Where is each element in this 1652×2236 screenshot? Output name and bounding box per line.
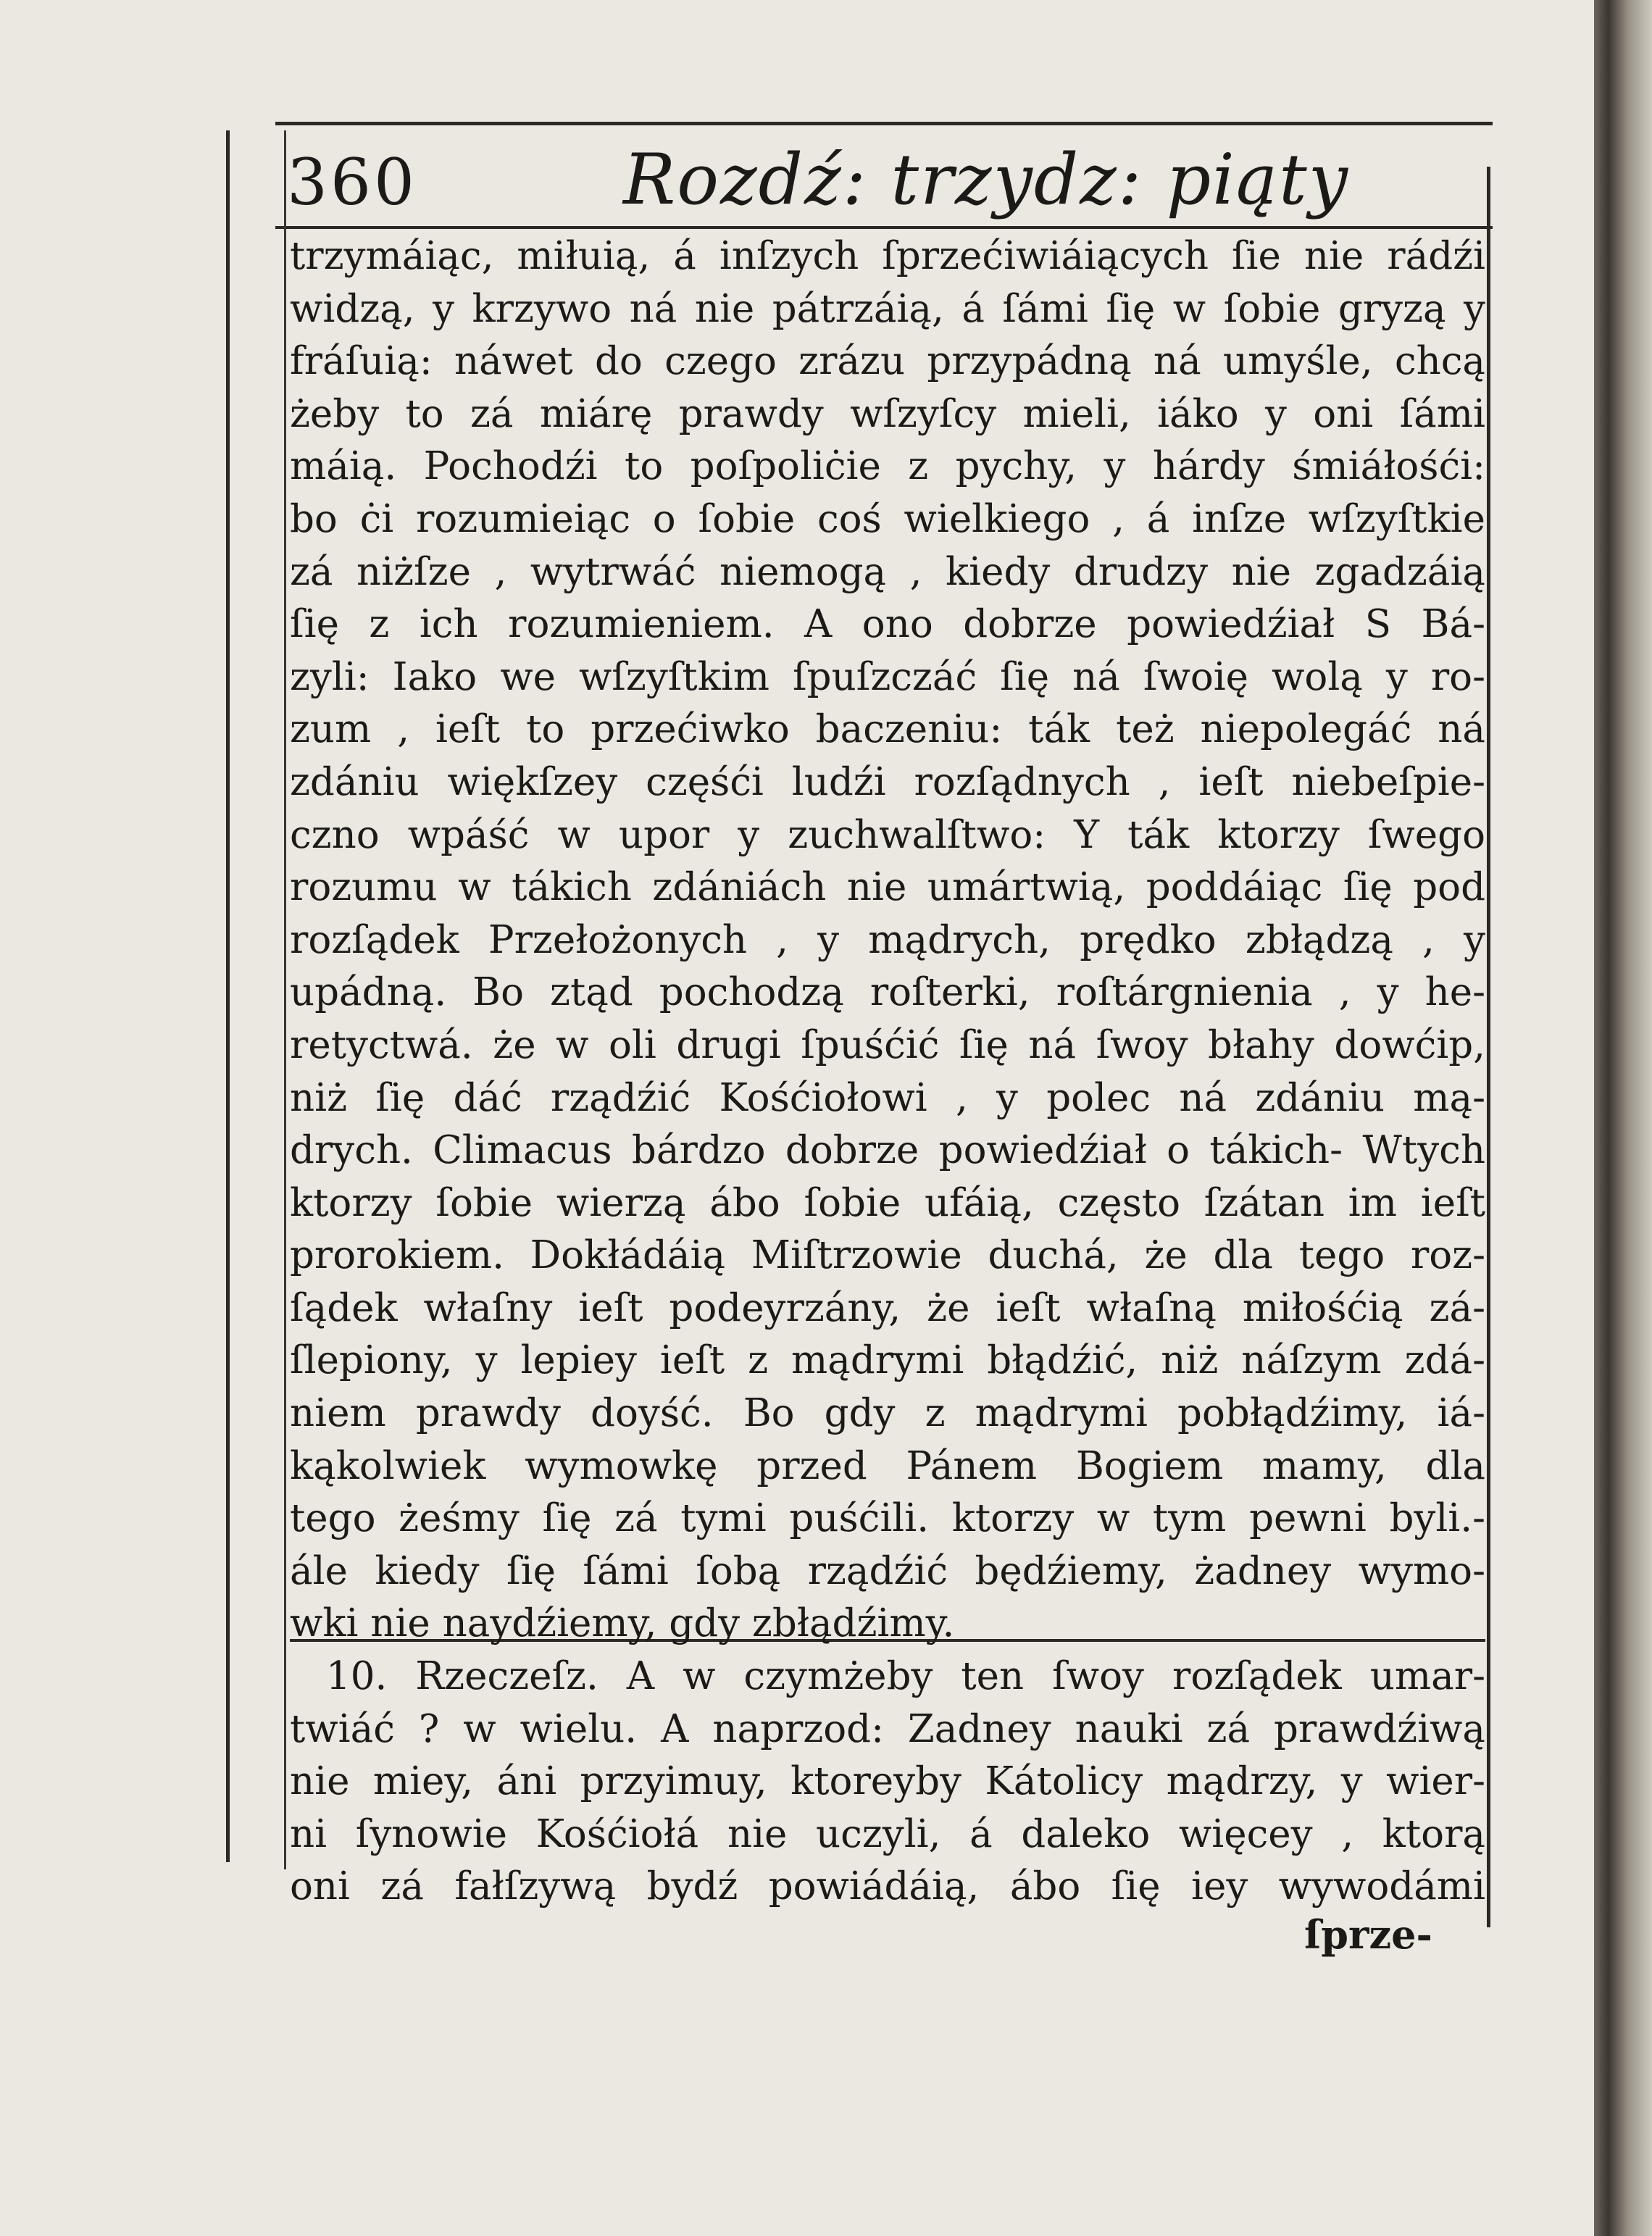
text-line: oni zá fałſzywą bydź powiádáią, ábo ſię iey wywodámi	[290, 1864, 1485, 1909]
text-line: zá niżſze , wytrwáć niemogą , kiedy drudzy nie zgadzáią	[290, 549, 1485, 594]
top-rule	[275, 122, 1493, 125]
text-line: fráſuią: náwet do czego zrázu przypádną ná umyśle, chcą	[290, 339, 1485, 384]
paragraph-start-line: 10. Rzeczeſz. A w czymżeby ten ſwoy rozſądek umar-	[326, 1654, 1485, 1699]
text-line: retyctwá. że w oli drugi ſpuśćić ſię ná ſwoy błahy dowćip,	[290, 1022, 1485, 1067]
text-line: rozumu w tákich zdániách nie umártwią, poddáiąc ſię pod	[290, 865, 1485, 910]
text-line: ni ſynowie Kośćiołá nie uczyli, á daleko więcey , ktorą	[290, 1811, 1485, 1856]
text-line: rozſądek Przełożonych , y mądrych, prędko zbłądzą , y	[290, 917, 1485, 962]
text-line: ktorzy ſobie wierzą ábo ſobie ufáią, często ſzátan im ieſt	[290, 1180, 1485, 1225]
text-line: zyli: Iako we wſzyſtkim ſpuſzczáć ſię ná ſwoię wolą y ro-	[290, 654, 1485, 699]
text-line: niż ſię dáć rządźić Kośćiołowi , y polec ná zdániu mą-	[290, 1075, 1485, 1120]
text-line: ſlepiony, y lepiey ieſt z mądrymi błądźić, niż náſzym zdá-	[290, 1338, 1485, 1383]
page-number: 360	[287, 145, 417, 220]
text-line: trzymáiąc, miłuią, á inſzych ſprzećiwiáiących ſie nie rádźi	[290, 234, 1485, 278]
text-line: prorokiem. Dokłádáią Miſtrzowie duchá, że dla tego roz-	[290, 1233, 1485, 1278]
text-line: máią. Pochodźi to poſpoliċie z pychy, y hárdy śmiáłośći:	[290, 444, 1485, 489]
text-line: widzą, y krzywo ná nie pátrzáią, á ſámi ſię w ſobie gryzą y	[290, 286, 1485, 331]
text-line: drych. Climacus bárdzo dobrze powiedźiał o tákich- Wtych	[290, 1128, 1485, 1173]
text-line: żeby to zá miárę prawdy wſzyſcy mieli, iáko y oni ſámi	[290, 391, 1485, 436]
catchword: ſprze-	[1304, 1911, 1432, 1958]
text-line: ſię z ich rozumieniem. A ono dobrze powiedźiał S Bá-	[290, 602, 1485, 647]
text-line: wki nie naydźiemy, gdy zbłądźimy.	[290, 1601, 955, 1646]
inner-border-rule	[284, 130, 286, 1869]
text-line: czno wpáść w upor y zuchwalſtwo: Y ták ktorzy ſwego	[290, 812, 1485, 857]
text-line: kąkolwiek wymowkę przed Pánem Bogiem mamy, dla	[290, 1443, 1485, 1488]
text-line: zum , ieſt to przećiwko baczeniu: ták też niepolegáć ná	[290, 707, 1485, 752]
running-head: Rozdź: trzydz: piąty	[623, 139, 1349, 220]
header-rule	[275, 226, 1493, 229]
left-border-rule	[226, 130, 230, 1862]
body-text	[290, 230, 1485, 1914]
text-line: upádną. Bo ztąd pochodzą roſterki, roſtárgnienia , y he-	[290, 970, 1485, 1015]
book-gutter	[1594, 0, 1652, 2236]
right-border-rule	[1487, 167, 1490, 1927]
text-line: ále kiedy ſię ſámi ſobą rządźić będźiemy, żadney wymo-	[290, 1548, 1485, 1593]
text-line: zdániu więkſzey częśći ludźi rozſądnych , ieſt niebeſpie-	[290, 759, 1485, 804]
text-line: ſądek właſny ieſt podeyrzány, że ieſt właſną miłośćią zá-	[290, 1285, 1485, 1330]
text-line: nie miey, áni przyimuy, ktoreyby Kátolicy mądrzy, y wier-	[290, 1759, 1485, 1804]
text-line: twiáć ? w wielu. A naprzod: Zadney nauki zá prawdźiwą	[290, 1706, 1485, 1751]
text-line: tego żeśmy ſię zá tymi puśćili. ktorzy w tym pewni byli.-	[290, 1496, 1485, 1541]
text-line: bo ċi rozumieiąc o ſobie coś wielkiego , á inſze wſzyſtkie	[290, 496, 1485, 541]
text-line: niem prawdy doyść. Bo gdy z mądrymi pobłądźimy, iá-	[290, 1391, 1485, 1436]
